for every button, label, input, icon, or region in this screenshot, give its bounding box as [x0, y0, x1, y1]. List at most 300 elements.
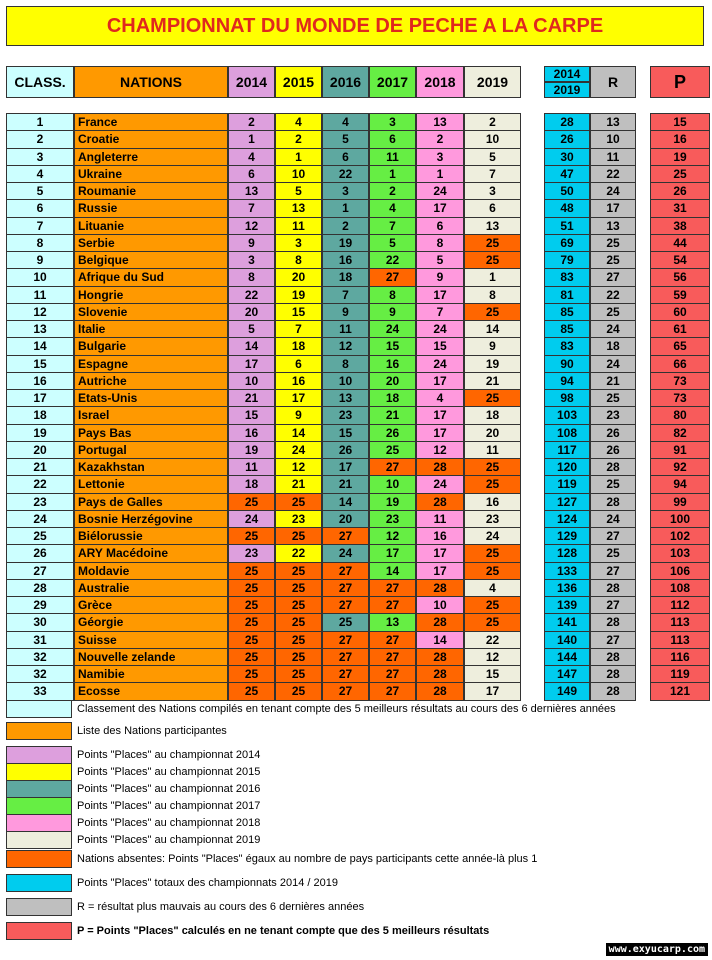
cell-y2017: 11: [369, 148, 416, 166]
cell-y2019: 25: [464, 544, 521, 562]
cell-y2014: 25: [228, 613, 275, 631]
cell-total: 119: [544, 475, 590, 493]
cell-nations: Autriche: [74, 372, 228, 390]
cell-y2015: 4: [275, 113, 322, 131]
cell-y2014: 23: [228, 544, 275, 562]
cell-y2019: 12: [464, 648, 521, 666]
cell-class: 30: [6, 613, 74, 631]
cell-y2014: 25: [228, 579, 275, 597]
cell-y2015: 10: [275, 165, 322, 183]
cell-y2019: 24: [464, 527, 521, 545]
cell-y2018: 28: [416, 648, 464, 666]
cell-total: 117: [544, 441, 590, 459]
cell-class: 27: [6, 562, 74, 580]
header-total-top: 2014: [544, 66, 590, 82]
cell-y2018: 17: [416, 562, 464, 580]
cell-r: 27: [590, 596, 636, 614]
cell-total: 147: [544, 665, 590, 683]
cell-y2015: 16: [275, 372, 322, 390]
cell-y2019: 25: [464, 562, 521, 580]
cell-r: 23: [590, 406, 636, 424]
cell-y2016: 17: [322, 458, 369, 476]
cell-y2019: 18: [464, 406, 521, 424]
cell-r: 28: [590, 682, 636, 700]
cell-r: 24: [590, 320, 636, 338]
header-y2018: 2018: [416, 66, 464, 98]
cell-y2018: 16: [416, 527, 464, 545]
legend-swatch-y2015: [6, 763, 72, 781]
legend-swatch-class: [6, 700, 72, 718]
cell-y2018: 3: [416, 148, 464, 166]
cell-r: 27: [590, 631, 636, 649]
cell-y2019: 25: [464, 234, 521, 252]
cell-total: 51: [544, 217, 590, 235]
legend-swatch-y2017: [6, 797, 72, 815]
cell-y2017: 19: [369, 493, 416, 511]
cell-y2015: 5: [275, 182, 322, 200]
cell-p: 116: [650, 648, 710, 666]
cell-nations: ARY Macédoine: [74, 544, 228, 562]
cell-y2016: 7: [322, 286, 369, 304]
cell-p: 73: [650, 389, 710, 407]
cell-y2015: 21: [275, 475, 322, 493]
cell-y2019: 16: [464, 493, 521, 511]
cell-nations: Pays de Galles: [74, 493, 228, 511]
cell-y2015: 11: [275, 217, 322, 235]
cell-y2014: 25: [228, 631, 275, 649]
cell-y2014: 16: [228, 424, 275, 442]
cell-y2015: 24: [275, 441, 322, 459]
cell-p: 60: [650, 303, 710, 321]
cell-nations: Lettonie: [74, 475, 228, 493]
cell-y2016: 4: [322, 113, 369, 131]
cell-y2017: 27: [369, 631, 416, 649]
cell-nations: Russie: [74, 199, 228, 217]
legend-swatch-y2018: [6, 814, 72, 832]
cell-class: 31: [6, 631, 74, 649]
cell-y2015: 17: [275, 389, 322, 407]
cell-p: 65: [650, 337, 710, 355]
cell-y2017: 27: [369, 596, 416, 614]
cell-nations: Nouvelle zelande: [74, 648, 228, 666]
cell-p: 112: [650, 596, 710, 614]
header-y2017: 2017: [369, 66, 416, 98]
cell-y2018: 17: [416, 199, 464, 217]
cell-y2019: 3: [464, 182, 521, 200]
cell-y2018: 8: [416, 234, 464, 252]
legend-swatch-total: [6, 874, 72, 892]
cell-y2014: 5: [228, 320, 275, 338]
cell-total: 94: [544, 372, 590, 390]
cell-y2016: 12: [322, 337, 369, 355]
cell-y2014: 10: [228, 372, 275, 390]
cell-r: 22: [590, 165, 636, 183]
cell-nations: Ecosse: [74, 682, 228, 700]
cell-y2014: 17: [228, 355, 275, 373]
cell-class: 15: [6, 355, 74, 373]
cell-y2015: 25: [275, 613, 322, 631]
cell-r: 28: [590, 458, 636, 476]
cell-class: 33: [6, 682, 74, 700]
cell-y2018: 24: [416, 355, 464, 373]
cell-y2018: 17: [416, 424, 464, 442]
cell-y2015: 13: [275, 199, 322, 217]
cell-nations: Espagne: [74, 355, 228, 373]
cell-y2015: 15: [275, 303, 322, 321]
cell-y2016: 27: [322, 596, 369, 614]
cell-y2018: 17: [416, 544, 464, 562]
cell-nations: Italie: [74, 320, 228, 338]
cell-nations: Lituanie: [74, 217, 228, 235]
cell-y2018: 24: [416, 320, 464, 338]
cell-class: 16: [6, 372, 74, 390]
cell-p: 25: [650, 165, 710, 183]
cell-y2014: 3: [228, 251, 275, 269]
cell-y2015: 1: [275, 148, 322, 166]
cell-total: 90: [544, 355, 590, 373]
cell-y2014: 7: [228, 199, 275, 217]
legend-swatch-nations: [6, 722, 72, 740]
header-total-bottom: 2019: [544, 82, 590, 98]
cell-nations: Bulgarie: [74, 337, 228, 355]
cell-p: 106: [650, 562, 710, 580]
cell-y2019: 8: [464, 286, 521, 304]
cell-y2015: 25: [275, 631, 322, 649]
cell-y2018: 13: [416, 113, 464, 131]
cell-nations: Hongrie: [74, 286, 228, 304]
cell-y2018: 4: [416, 389, 464, 407]
cell-p: 66: [650, 355, 710, 373]
cell-y2018: 12: [416, 441, 464, 459]
cell-total: 98: [544, 389, 590, 407]
cell-class: 18: [6, 406, 74, 424]
legend-text: Points "Places" au championnat 2015: [77, 766, 261, 778]
cell-y2019: 25: [464, 458, 521, 476]
cell-p: 26: [650, 182, 710, 200]
cell-y2017: 4: [369, 199, 416, 217]
cell-r: 25: [590, 389, 636, 407]
cell-y2017: 8: [369, 286, 416, 304]
cell-y2015: 25: [275, 579, 322, 597]
cell-total: 140: [544, 631, 590, 649]
cell-r: 10: [590, 130, 636, 148]
cell-class: 19: [6, 424, 74, 442]
cell-y2016: 15: [322, 424, 369, 442]
cell-nations: Afrique du Sud: [74, 268, 228, 286]
cell-y2019: 19: [464, 355, 521, 373]
cell-y2017: 3: [369, 113, 416, 131]
cell-y2015: 2: [275, 130, 322, 148]
cell-total: 83: [544, 337, 590, 355]
cell-r: 11: [590, 148, 636, 166]
cell-r: 22: [590, 286, 636, 304]
cell-y2019: 22: [464, 631, 521, 649]
cell-class: 22: [6, 475, 74, 493]
cell-y2016: 11: [322, 320, 369, 338]
cell-y2014: 14: [228, 337, 275, 355]
cell-y2014: 1: [228, 130, 275, 148]
cell-y2014: 25: [228, 648, 275, 666]
cell-r: 28: [590, 579, 636, 597]
cell-nations: Portugal: [74, 441, 228, 459]
cell-r: 28: [590, 493, 636, 511]
cell-y2016: 27: [322, 682, 369, 700]
legend-swatch-p: [6, 922, 72, 940]
cell-y2015: 22: [275, 544, 322, 562]
cell-y2017: 27: [369, 682, 416, 700]
cell-p: 99: [650, 493, 710, 511]
cell-y2016: 27: [322, 562, 369, 580]
cell-y2016: 27: [322, 527, 369, 545]
cell-total: 50: [544, 182, 590, 200]
cell-y2017: 27: [369, 579, 416, 597]
cell-y2019: 13: [464, 217, 521, 235]
cell-p: 16: [650, 130, 710, 148]
header-y2015: 2015: [275, 66, 322, 98]
cell-y2017: 5: [369, 234, 416, 252]
cell-y2016: 6: [322, 148, 369, 166]
cell-nations: Serbie: [74, 234, 228, 252]
cell-y2015: 12: [275, 458, 322, 476]
cell-nations: Pays Bas: [74, 424, 228, 442]
cell-p: 73: [650, 372, 710, 390]
header-y2014: 2014: [228, 66, 275, 98]
cell-y2015: 8: [275, 251, 322, 269]
cell-y2016: 25: [322, 613, 369, 631]
legend-text: Points "Places" au championnat 2016: [77, 783, 261, 795]
cell-nations: Israel: [74, 406, 228, 424]
cell-class: 14: [6, 337, 74, 355]
cell-total: 30: [544, 148, 590, 166]
legend-text: Classement des Nations compilés en tenant compte des 5 meilleurs résultats au cours des 6 dernières années: [77, 703, 616, 715]
cell-class: 8: [6, 234, 74, 252]
header-y2019: 2019: [464, 66, 521, 98]
legend-text: Points "Places" au championnat 2014: [77, 749, 261, 761]
cell-y2018: 5: [416, 251, 464, 269]
legend-swatch-y2016: [6, 780, 72, 798]
cell-y2014: 25: [228, 562, 275, 580]
cell-y2016: 24: [322, 544, 369, 562]
cell-r: 26: [590, 424, 636, 442]
cell-y2018: 15: [416, 337, 464, 355]
cell-total: 127: [544, 493, 590, 511]
header-class: CLASS.: [6, 66, 74, 98]
cell-total: 108: [544, 424, 590, 442]
cell-total: 120: [544, 458, 590, 476]
cell-class: 17: [6, 389, 74, 407]
cell-y2018: 10: [416, 596, 464, 614]
cell-r: 28: [590, 665, 636, 683]
cell-y2015: 25: [275, 596, 322, 614]
cell-p: 108: [650, 579, 710, 597]
cell-p: 15: [650, 113, 710, 131]
cell-p: 31: [650, 199, 710, 217]
cell-class: 6: [6, 199, 74, 217]
cell-y2014: 9: [228, 234, 275, 252]
cell-p: 113: [650, 631, 710, 649]
cell-y2016: 10: [322, 372, 369, 390]
cell-y2019: 25: [464, 475, 521, 493]
cell-y2014: 25: [228, 682, 275, 700]
cell-y2017: 10: [369, 475, 416, 493]
legend-text: P = Points "Places" calculés en ne tenant compte que des 5 meilleurs résultats: [77, 925, 490, 937]
cell-y2016: 27: [322, 665, 369, 683]
cell-p: 92: [650, 458, 710, 476]
cell-y2017: 27: [369, 648, 416, 666]
cell-y2018: 17: [416, 406, 464, 424]
cell-nations: Ukraine: [74, 165, 228, 183]
header-r: R: [590, 66, 636, 98]
cell-y2014: 25: [228, 665, 275, 683]
cell-p: 113: [650, 613, 710, 631]
cell-nations: Kazakhstan: [74, 458, 228, 476]
cell-y2019: 25: [464, 251, 521, 269]
cell-total: 129: [544, 527, 590, 545]
cell-y2017: 16: [369, 355, 416, 373]
legend-swatch-r: [6, 898, 72, 916]
cell-total: 79: [544, 251, 590, 269]
cell-class: 24: [6, 510, 74, 528]
cell-nations: France: [74, 113, 228, 131]
cell-y2015: 14: [275, 424, 322, 442]
cell-r: 28: [590, 613, 636, 631]
legend-text: Points "Places" au championnat 2019: [77, 834, 261, 846]
cell-y2015: 20: [275, 268, 322, 286]
cell-y2018: 11: [416, 510, 464, 528]
cell-y2014: 20: [228, 303, 275, 321]
cell-y2019: 25: [464, 389, 521, 407]
cell-y2014: 4: [228, 148, 275, 166]
cell-y2015: 18: [275, 337, 322, 355]
cell-y2014: 22: [228, 286, 275, 304]
cell-y2018: 14: [416, 631, 464, 649]
cell-r: 25: [590, 475, 636, 493]
cell-r: 13: [590, 113, 636, 131]
cell-y2018: 28: [416, 682, 464, 700]
cell-y2017: 1: [369, 165, 416, 183]
cell-y2019: 9: [464, 337, 521, 355]
cell-y2018: 24: [416, 475, 464, 493]
cell-total: 85: [544, 303, 590, 321]
cell-y2014: 21: [228, 389, 275, 407]
cell-y2016: 3: [322, 182, 369, 200]
cell-nations: Bosnie Herzégovine: [74, 510, 228, 528]
cell-y2016: 9: [322, 303, 369, 321]
cell-y2014: 25: [228, 493, 275, 511]
cell-y2014: 18: [228, 475, 275, 493]
cell-total: 133: [544, 562, 590, 580]
cell-y2019: 6: [464, 199, 521, 217]
legend-text: Points "Places" au championnat 2017: [77, 800, 261, 812]
cell-y2019: 25: [464, 613, 521, 631]
site-url: www.exyucarp.com: [606, 943, 708, 956]
cell-y2019: 14: [464, 320, 521, 338]
cell-r: 24: [590, 510, 636, 528]
cell-y2014: 25: [228, 527, 275, 545]
cell-y2014: 24: [228, 510, 275, 528]
cell-class: 4: [6, 165, 74, 183]
legend-swatch-y2014: [6, 746, 72, 764]
header-y2016: 2016: [322, 66, 369, 98]
cell-y2017: 26: [369, 424, 416, 442]
cell-nations: Etats-Unis: [74, 389, 228, 407]
cell-y2019: 23: [464, 510, 521, 528]
cell-total: 81: [544, 286, 590, 304]
cell-total: 124: [544, 510, 590, 528]
cell-total: 144: [544, 648, 590, 666]
cell-y2018: 28: [416, 665, 464, 683]
cell-total: 83: [544, 268, 590, 286]
cell-y2016: 23: [322, 406, 369, 424]
cell-nations: Suisse: [74, 631, 228, 649]
cell-total: 128: [544, 544, 590, 562]
cell-y2019: 15: [464, 665, 521, 683]
cell-y2019: 2: [464, 113, 521, 131]
header-nations: NATIONS: [74, 66, 228, 98]
cell-y2018: 24: [416, 182, 464, 200]
cell-y2018: 28: [416, 493, 464, 511]
cell-y2019: 21: [464, 372, 521, 390]
cell-r: 26: [590, 441, 636, 459]
cell-class: 5: [6, 182, 74, 200]
cell-y2015: 25: [275, 648, 322, 666]
cell-y2016: 20: [322, 510, 369, 528]
cell-y2017: 12: [369, 527, 416, 545]
cell-r: 25: [590, 234, 636, 252]
cell-y2019: 1: [464, 268, 521, 286]
cell-class: 12: [6, 303, 74, 321]
cell-p: 54: [650, 251, 710, 269]
cell-y2015: 25: [275, 665, 322, 683]
cell-p: 91: [650, 441, 710, 459]
cell-y2017: 22: [369, 251, 416, 269]
cell-p: 80: [650, 406, 710, 424]
cell-total: 47: [544, 165, 590, 183]
cell-r: 28: [590, 648, 636, 666]
legend-swatch-y2019: [6, 831, 72, 849]
cell-y2014: 6: [228, 165, 275, 183]
cell-y2017: 25: [369, 441, 416, 459]
cell-nations: Moldavie: [74, 562, 228, 580]
cell-class: 13: [6, 320, 74, 338]
cell-p: 119: [650, 665, 710, 683]
cell-class: 32: [6, 665, 74, 683]
header-p: P: [650, 66, 710, 98]
cell-y2018: 28: [416, 579, 464, 597]
cell-class: 2: [6, 130, 74, 148]
cell-r: 27: [590, 562, 636, 580]
cell-total: 69: [544, 234, 590, 252]
cell-y2015: 7: [275, 320, 322, 338]
cell-y2016: 18: [322, 268, 369, 286]
cell-r: 25: [590, 251, 636, 269]
cell-p: 56: [650, 268, 710, 286]
cell-y2016: 13: [322, 389, 369, 407]
cell-y2014: 8: [228, 268, 275, 286]
cell-y2015: 25: [275, 527, 322, 545]
cell-y2016: 21: [322, 475, 369, 493]
cell-y2017: 9: [369, 303, 416, 321]
cell-class: 32: [6, 648, 74, 666]
cell-p: 44: [650, 234, 710, 252]
cell-p: 59: [650, 286, 710, 304]
cell-y2017: 24: [369, 320, 416, 338]
cell-y2014: 15: [228, 406, 275, 424]
cell-y2015: 6: [275, 355, 322, 373]
cell-p: 38: [650, 217, 710, 235]
cell-nations: Roumanie: [74, 182, 228, 200]
cell-nations: Géorgie: [74, 613, 228, 631]
